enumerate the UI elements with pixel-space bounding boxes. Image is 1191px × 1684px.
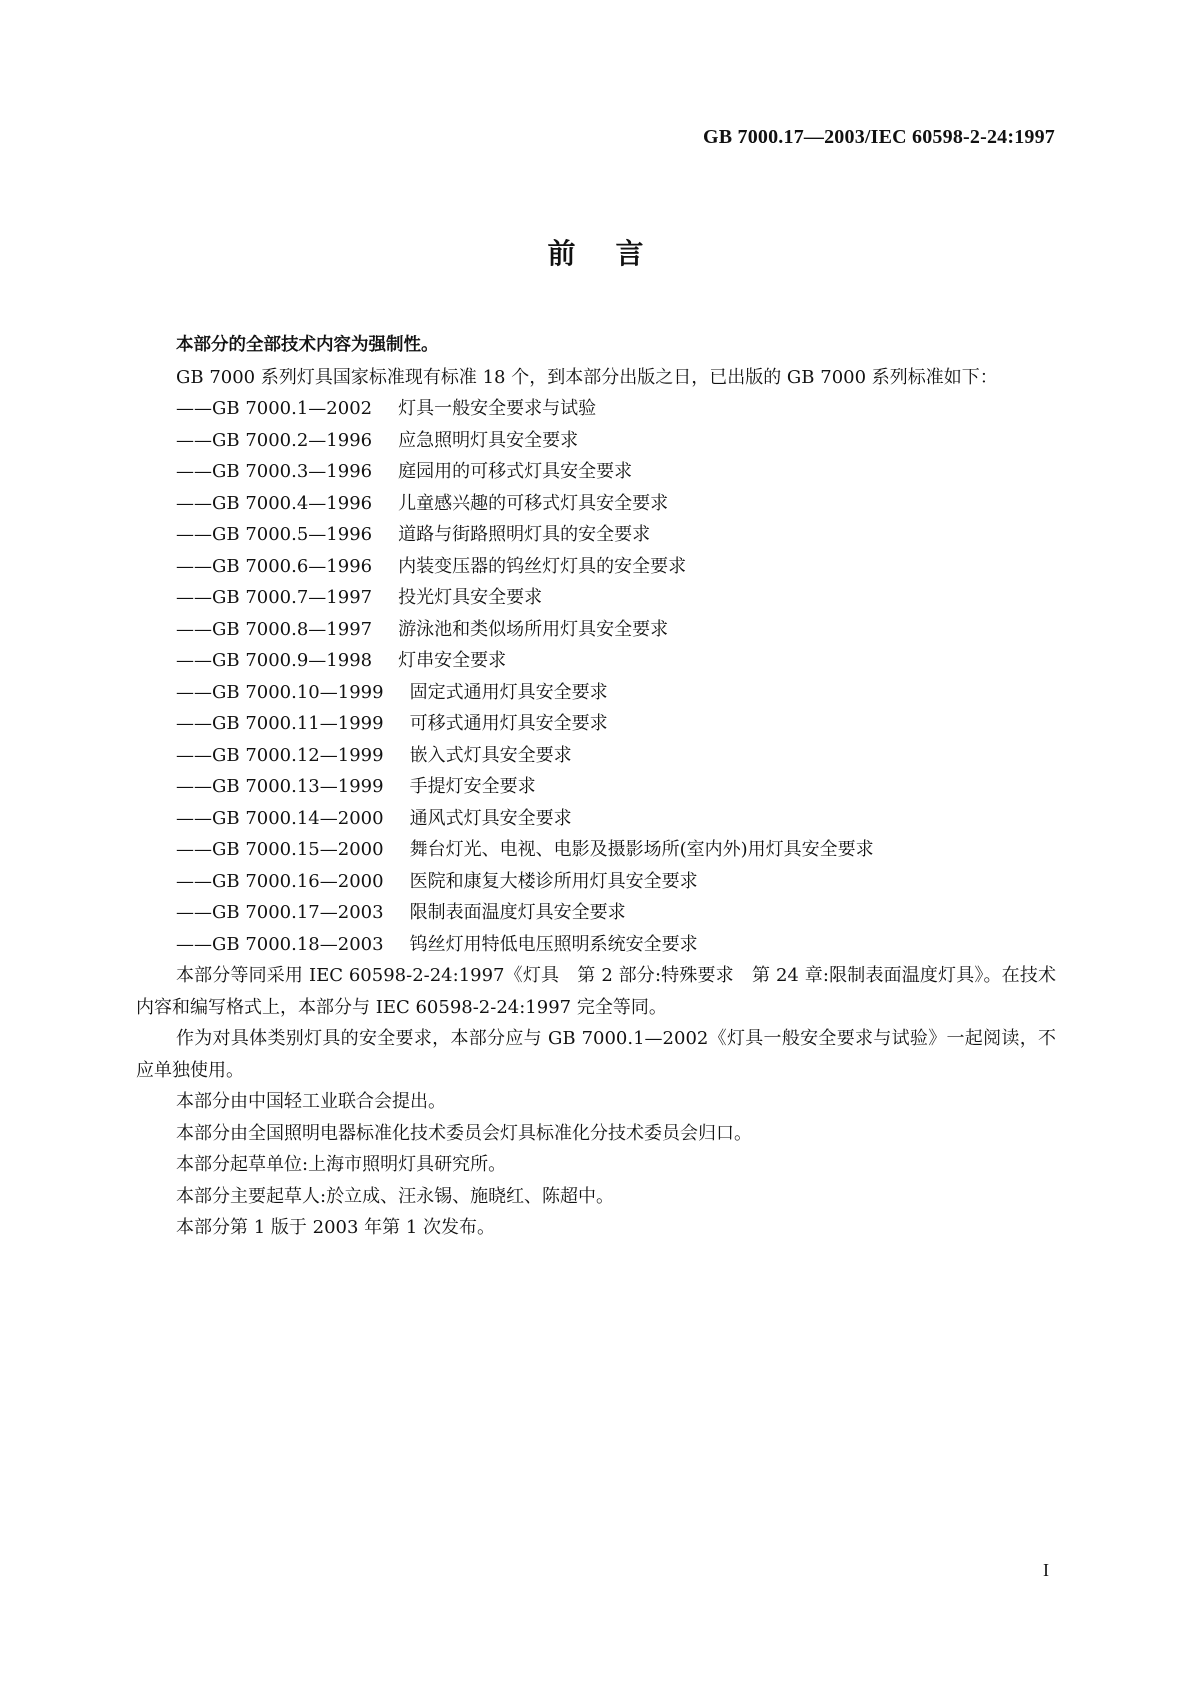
- standard-title: 手提灯安全要求: [409, 776, 536, 797]
- proposed-by: 本部分由中国轻工业联合会提出。: [176, 1091, 446, 1112]
- document-code-header: GB 7000.17—2003/IEC 60598-2-24:1997: [703, 126, 1055, 148]
- standard-title: 灯具一般安全要求与试验: [398, 398, 597, 419]
- list-item: [176, 519, 1056, 551]
- standard-code: ——GB 7000.15—2000: [176, 839, 384, 860]
- list-item: [176, 551, 1056, 583]
- standard-code: ——GB 7000.17—2003: [176, 902, 384, 923]
- standard-code: ——GB 7000.3—1996: [176, 461, 373, 482]
- standard-code: ——GB 7000.18—2003: [176, 933, 384, 955]
- standard-code: ——GB 7000.2—1996: [176, 429, 373, 451]
- standard-title: 内装变压器的钨丝灯灯具的安全要求: [398, 555, 687, 577]
- standard-title: 应急照明灯具安全要求: [398, 429, 579, 451]
- standard-title: 灯串安全要求: [398, 650, 507, 671]
- page-title: 前言: [547, 237, 684, 270]
- standard-code: ——GB 7000.4—1996: [176, 492, 373, 514]
- standard-title: 舞台灯光、电视、电影及摄影场所(室内外)用灯具安全要求: [409, 839, 874, 860]
- read-with-paragraph: 作为对具体类别灯具的安全要求，本部分应与 GB 7000.1—2002《灯具一般安全要求与试验》一起阅读，不应单独使用。: [136, 1028, 1056, 1081]
- standard-title: 钨丝灯用特低电压照明系统安全要求: [409, 933, 698, 955]
- equivalence-paragraph: 本部分等同采用 IEC 60598-2-24:1997《灯具 第 2 部分:特殊要求 第 24 章:限制表面温度灯具》。在技术内容和编写格式上，本部分与 IEC 60598-2-24:1997 完全等同。: [136, 965, 1056, 1018]
- standard-code: ——GB 7000.5—1996: [176, 524, 373, 545]
- standard-title: 庭园用的可移式灯具安全要求: [398, 461, 633, 482]
- managed-by: 本部分由全国照明电器标准化技术委员会灯具标准化分技术委员会归口。: [176, 1122, 752, 1144]
- list-item: [176, 929, 1056, 961]
- standard-code: ——GB 7000.10—1999: [176, 681, 384, 703]
- standard-code: ——GB 7000.13—1999: [176, 776, 384, 797]
- list-item: [176, 866, 1056, 898]
- standard-code: ——GB 7000.12—1999: [176, 744, 384, 766]
- list-item: [176, 614, 1056, 646]
- list-item: [176, 393, 1056, 425]
- standard-title: 道路与街路照明灯具的安全要求: [398, 524, 651, 545]
- list-item: [176, 488, 1056, 520]
- list-item: [176, 708, 1056, 740]
- page-number: I: [1043, 1560, 1049, 1580]
- list-item: [176, 771, 1056, 803]
- standard-title: 可移式通用灯具安全要求: [409, 713, 608, 734]
- drafting-unit: 本部分起草单位:上海市照明灯具研究所。: [176, 1154, 507, 1175]
- standard-title: 固定式通用灯具安全要求: [409, 681, 608, 703]
- standard-title: 游泳池和类似场所用灯具安全要求: [398, 618, 669, 640]
- list-item: [176, 897, 1056, 929]
- standard-code: ——GB 7000.9—1998: [176, 650, 373, 671]
- standard-code: ——GB 7000.16—2000: [176, 870, 384, 892]
- drafters: 本部分主要起草人:於立成、汪永锡、施晓红、陈超中。: [176, 1185, 615, 1207]
- standards-list: [136, 393, 1056, 960]
- standard-title: 儿童感兴趣的可移式灯具安全要求: [398, 492, 669, 514]
- standard-code: ——GB 7000.7—1997: [176, 587, 373, 608]
- list-item: [176, 677, 1056, 709]
- series-intro: GB 7000 系列灯具国家标准现有标准 18 个，到本部分出版之日，已出版的 GB 7000 系列标准如下：: [176, 366, 998, 388]
- foreword-body: [136, 330, 1056, 1244]
- list-item: [176, 456, 1056, 488]
- list-item: [176, 834, 1056, 866]
- list-item: [176, 645, 1056, 677]
- list-item: [176, 803, 1056, 835]
- mandatory-statement: 本部分的全部技术内容为强制性。: [176, 335, 439, 355]
- standard-code: ——GB 7000.8—1997: [176, 618, 373, 640]
- release-statement: 本部分第 1 版于 2003 年第 1 次发布。: [176, 1217, 496, 1238]
- standard-code: ——GB 7000.14—2000: [176, 807, 384, 829]
- list-item: [176, 740, 1056, 772]
- standard-code: ——GB 7000.11—1999: [176, 713, 384, 734]
- standard-title: 嵌入式灯具安全要求: [409, 744, 572, 766]
- standard-code: ——GB 7000.6—1996: [176, 555, 373, 577]
- standard-title: 通风式灯具安全要求: [409, 807, 572, 829]
- standard-title: 限制表面温度灯具安全要求: [409, 902, 626, 923]
- standard-title: 医院和康复大楼诊所用灯具安全要求: [409, 870, 698, 892]
- list-item: [176, 425, 1056, 457]
- standard-title: 投光灯具安全要求: [398, 587, 543, 608]
- list-item: [176, 582, 1056, 614]
- standard-code: ——GB 7000.1—2002: [176, 398, 373, 419]
